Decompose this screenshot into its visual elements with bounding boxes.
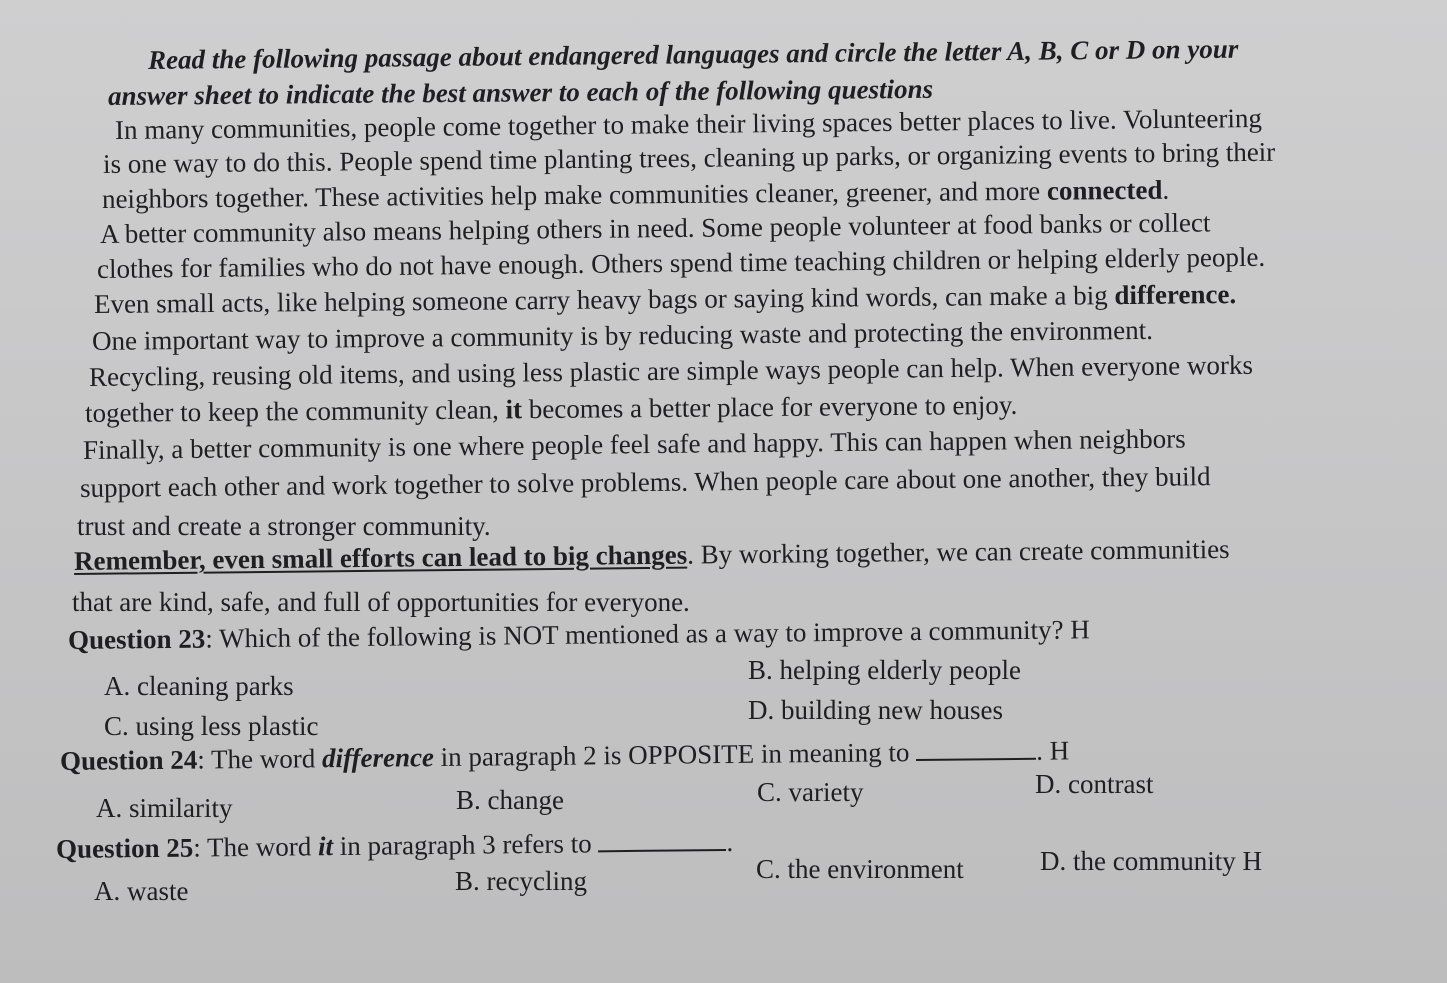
passage-p3-line-2: Recycling, reusing old items, and using less plastic are simple ways people can help. When everyone works xyxy=(88,349,1254,392)
question-25-after: . xyxy=(726,826,734,857)
passage-p4-line-2: support each other and work together to solve problems. When people care about one another, they build xyxy=(79,461,1211,503)
q23-option-a[interactable]: A. cleaning parks xyxy=(104,671,294,701)
question-24-blank xyxy=(916,738,1036,761)
passage-p4-line-3: trust and create a stronger community. xyxy=(77,511,491,541)
q24-option-a[interactable]: A. similarity xyxy=(96,793,233,823)
keyword-connected: connected xyxy=(1046,174,1163,206)
passage-p2-line-3-text: Even small acts, like helping someone carry heavy bags or saying kind words, can make a big xyxy=(93,280,1115,319)
question-24-text-2: in paragraph 2 is OPPOSITE in meaning to xyxy=(433,737,917,773)
passage-p3-line-3-text: together to keep the community clean, xyxy=(84,394,506,428)
question-24-word: difference xyxy=(321,742,435,774)
passage-p5-line-1-text: . By working together, we can create communities xyxy=(686,533,1230,570)
passage-p1-line-3-text: neighbors together. These activities help make communities cleaner, greener, and more xyxy=(101,175,1048,214)
question-25 xyxy=(56,826,733,865)
passage-p5-line-2: that are kind, safe, and full of opportunities for everyone. xyxy=(72,587,690,617)
question-25-text-2: in paragraph 3 refers to xyxy=(332,828,599,862)
passage-p2-line-1: A better community also means helping others in need. Some people volunteer at food banks or collect xyxy=(99,207,1211,249)
instruction-line-2: answer sheet to indicate the best answer to each of the following questions xyxy=(107,73,934,111)
q24-option-b[interactable]: B. change xyxy=(456,785,564,815)
question-24-text-1: : The word xyxy=(197,743,323,775)
q25-option-b[interactable]: B. recycling xyxy=(455,866,587,896)
question-24-after: . H xyxy=(1035,735,1070,766)
passage-p3-line-3 xyxy=(85,389,1018,429)
question-23 xyxy=(68,613,1090,656)
question-25-label: Question 25 xyxy=(55,832,194,864)
q25-option-a[interactable]: A. waste xyxy=(94,876,189,906)
q23-option-c[interactable]: C. using less plastic xyxy=(104,711,319,741)
question-25-blank xyxy=(598,829,726,852)
passage-p3-line-3-end: becomes a better place for everyone to enjoy. xyxy=(521,389,1018,425)
q24-option-d[interactable]: D. contrast xyxy=(1035,769,1154,799)
passage-p4-line-1: Finally, a better community is one where people feel safe and happy. This can happen when neighbors xyxy=(82,423,1186,465)
keyword-difference: difference. xyxy=(1114,279,1237,311)
q23-option-b[interactable]: B. helping elderly people xyxy=(748,655,1021,685)
q25-option-d[interactable]: D. the community H xyxy=(1040,846,1262,876)
passage-p2-line-2: clothes for families who do not have enough. Others spend time teaching children or helping elderly people. xyxy=(96,241,1266,284)
question-24-label: Question 24 xyxy=(59,744,198,776)
passage-p1-line-3-end: . xyxy=(1162,174,1170,205)
q25-option-c[interactable]: C. the environment xyxy=(756,854,964,884)
keyword-it: it xyxy=(505,394,523,425)
question-25-text-1: : The word xyxy=(193,831,319,863)
question-25-word: it xyxy=(317,831,334,862)
question-23-text: : Which of the following is NOT mentioned as a way to improve a community? H xyxy=(205,614,1090,654)
passage-p3-line-1: One important way to improve a community is by reducing waste and protecting the environment. xyxy=(91,314,1154,356)
passage-p1-line-1: In many communities, people come together to make their living spaces better places to live. Volunteering xyxy=(114,102,1263,145)
question-23-label: Question 23 xyxy=(67,623,206,655)
instruction-line-1: Read the following passage about endangered languages and circle the letter A, B, C or D on your xyxy=(147,33,1239,75)
passage-p2-line-3 xyxy=(94,278,1236,320)
q23-option-d[interactable]: D. building new houses xyxy=(748,695,1003,725)
highlighted-sentence: Remember, even small efforts can lead to big changes xyxy=(73,539,688,576)
passage-p1-line-2: is one way to do this. People spend time planting trees, cleaning up parks, or organizing events to bring their xyxy=(102,136,1276,179)
q24-option-c[interactable]: C. variety xyxy=(757,777,864,807)
